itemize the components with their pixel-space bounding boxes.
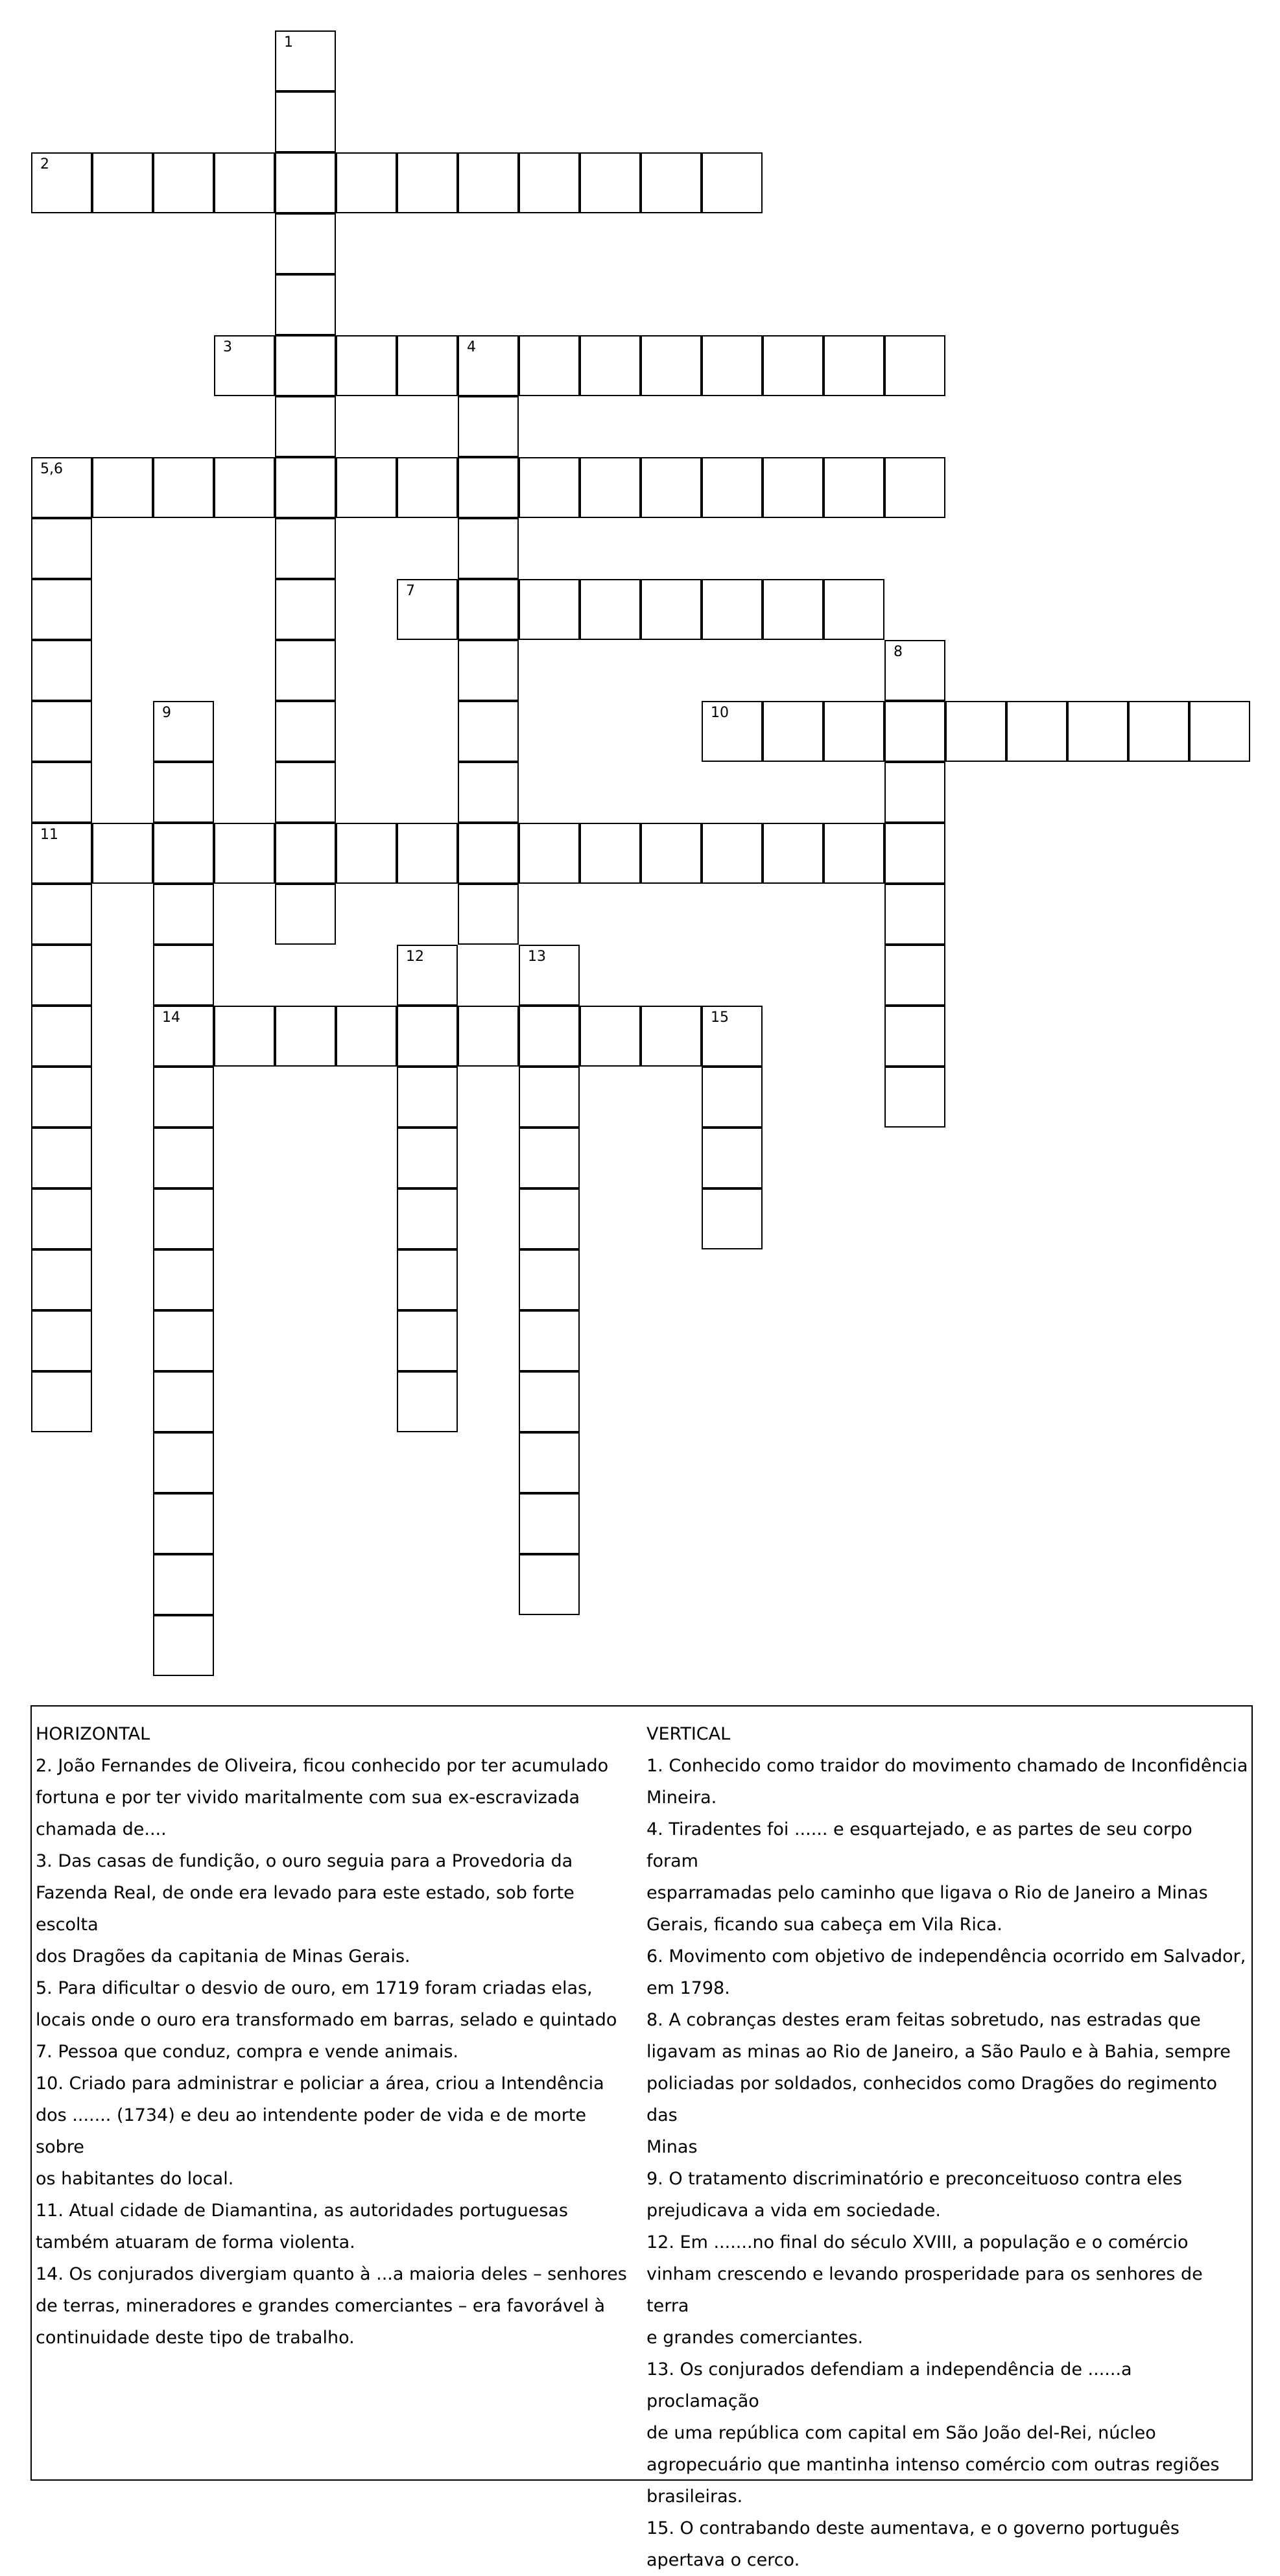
crossword-cell[interactable] [153, 1128, 214, 1188]
crossword-cell[interactable] [275, 152, 336, 213]
crossword-cell[interactable] [153, 1006, 214, 1067]
crossword-cell[interactable] [275, 274, 336, 335]
horizontal-clue-line: os habitantes do local. [36, 2169, 234, 2189]
crossword-cell[interactable] [519, 1432, 580, 1493]
crossword-cell[interactable] [397, 457, 458, 518]
crossword-cell[interactable] [884, 640, 945, 701]
clue-number: 9 [162, 705, 171, 721]
vertical-clue-line: Minas [646, 2137, 698, 2157]
horizontal-clue-line: dos Dragões da capitania de Minas Gerais. [36, 1946, 410, 1967]
crossword-cell[interactable] [31, 1128, 92, 1188]
crossword-cell[interactable] [214, 457, 275, 518]
horizontal-title: HORIZONTAL [36, 1724, 150, 1744]
crossword-cell[interactable] [397, 1249, 458, 1310]
crossword-cell[interactable] [153, 457, 214, 518]
crossword-cell[interactable] [519, 1128, 580, 1188]
vertical-clue-line: prejudicava a vida em sociedade. [646, 2201, 941, 2221]
crossword-cell[interactable] [884, 884, 945, 945]
crossword-cell[interactable] [1067, 701, 1128, 762]
crossword-cell[interactable] [824, 701, 884, 762]
crossword-cell[interactable] [458, 823, 519, 884]
crossword-cell[interactable] [824, 823, 884, 884]
crossword-cell[interactable] [641, 335, 702, 396]
crossword-cell[interactable] [458, 579, 519, 640]
crossword-cell[interactable] [397, 1310, 458, 1371]
crossword-cell[interactable] [275, 213, 336, 274]
crossword-cell[interactable] [31, 640, 92, 701]
clue-number: 15 [711, 1010, 729, 1026]
vertical-clue-line: Mineira. [646, 1788, 717, 1808]
crossword-cell[interactable] [31, 1310, 92, 1371]
crossword-cell[interactable] [275, 396, 336, 457]
crossword-cell[interactable] [519, 1188, 580, 1249]
crossword-cell[interactable] [702, 457, 763, 518]
crossword-cell[interactable] [397, 152, 458, 213]
crossword-cell[interactable] [519, 1006, 580, 1067]
crossword-cell[interactable] [519, 1249, 580, 1310]
vertical-clue-line: esparramadas pelo caminho que ligava o Rio de Janeiro a Minas [646, 1883, 1208, 1903]
crossword-cell[interactable] [31, 945, 92, 1006]
crossword-cell[interactable] [519, 945, 580, 1006]
clue-number: 14 [162, 1010, 180, 1026]
horizontal-clue-line: chamada de.... [36, 1819, 167, 1839]
vertical-clue-line: Gerais, ficando sua cabeça em Vila Rica. [646, 1915, 1002, 1935]
crossword-cell[interactable] [275, 457, 336, 518]
vertical-clue-line: de uma república com capital em São João del-Rei, núcleo [646, 2423, 1156, 2443]
vertical-clues [646, 1718, 1250, 2576]
crossword-cell[interactable] [702, 823, 763, 884]
clue-number: 1 [284, 34, 293, 51]
crossword-cell[interactable] [153, 1310, 214, 1371]
crossword-cell[interactable] [336, 1006, 397, 1067]
crossword-cell[interactable] [884, 1006, 945, 1067]
crossword-cell[interactable] [763, 579, 824, 640]
crossword-cell[interactable] [214, 152, 275, 213]
crossword-cell[interactable] [458, 518, 519, 579]
crossword-cell[interactable] [458, 152, 519, 213]
vertical-clue-line: e grandes comerciantes. [646, 2328, 864, 2348]
crossword-cell[interactable] [31, 457, 92, 518]
crossword-cell[interactable] [275, 30, 336, 91]
crossword-cell[interactable] [397, 1128, 458, 1188]
crossword-cell[interactable] [31, 762, 92, 823]
horizontal-clue-line: de terras, mineradores e grandes comerciantes – era favorável à [36, 2296, 606, 2316]
crossword-cell[interactable] [884, 945, 945, 1006]
crossword-cell[interactable] [519, 1310, 580, 1371]
crossword-cell[interactable] [275, 823, 336, 884]
crossword-cell[interactable] [153, 701, 214, 762]
horizontal-clue-line: 3. Das casas de fundição, o ouro seguia para a Provedoria da [36, 1851, 573, 1871]
crossword-cell[interactable] [92, 152, 153, 213]
crossword-cell[interactable] [397, 1067, 458, 1128]
crossword-cell[interactable] [397, 823, 458, 884]
crossword-cell[interactable] [397, 945, 458, 1006]
crossword-cell[interactable] [702, 1188, 763, 1249]
crossword-cell[interactable] [702, 1006, 763, 1067]
crossword-cell[interactable] [31, 1006, 92, 1067]
clues-box [30, 1705, 1253, 2570]
crossword-cell[interactable] [31, 884, 92, 945]
crossword-cell[interactable] [31, 823, 92, 884]
crossword-cell[interactable] [214, 1006, 275, 1067]
crossword-cell[interactable] [884, 457, 945, 518]
crossword-cell[interactable] [580, 152, 641, 213]
vertical-clue-line: 6. Movimento com objetivo de independência ocorrido em Salvador, [646, 1946, 1246, 1967]
crossword-cell[interactable] [702, 1067, 763, 1128]
clue-number: 5,6 [40, 461, 63, 477]
crossword-cell[interactable] [397, 335, 458, 396]
vertical-clue-line: 4. Tiradentes foi ...... e esquartejado, e as partes de seu corpo foram [646, 1819, 1192, 1871]
crossword-cell[interactable] [275, 91, 336, 152]
horizontal-clue-line: 2. João Fernandes de Oliveira, ficou conhecido por ter acumulado [36, 1756, 609, 1776]
crossword-cell[interactable] [884, 762, 945, 823]
vertical-clue-line: 15. O contrabando deste aumentava, e o governo português [646, 2518, 1179, 2538]
horizontal-clue-line: 14. Os conjurados divergiam quanto à ...a maioria deles – senhores [36, 2264, 627, 2284]
vertical-clue-line: 9. O tratamento discriminatório e preconceituoso contra eles [646, 2169, 1183, 2189]
vertical-clue-line: 8. A cobranças destes eram feitas sobretudo, nas estradas que [646, 2010, 1201, 2030]
crossword-cell[interactable] [884, 1067, 945, 1128]
horizontal-clue-line: 7. Pessoa que conduz, compra e vende animais. [36, 2042, 458, 2062]
horizontal-clue-line: 5. Para dificultar o desvio de ouro, em 1719 foram criadas elas, [36, 1978, 593, 1998]
vertical-clue-line: ligavam as minas ao Rio de Janeiro, a São Paulo e à Bahia, sempre [646, 2042, 1231, 2062]
crossword-cell[interactable] [519, 1371, 580, 1432]
crossword-cell[interactable] [153, 1371, 214, 1432]
crossword-cell[interactable] [153, 1249, 214, 1310]
crossword-cell[interactable] [153, 152, 214, 213]
crossword-cell[interactable] [702, 152, 763, 213]
horizontal-clue-line: locais onde o ouro era transformado em barras, selado e quintado [36, 2010, 617, 2030]
crossword-cell[interactable] [519, 1554, 580, 1615]
crossword-cell[interactable] [153, 762, 214, 823]
crossword-cell[interactable] [31, 1371, 92, 1432]
crossword-cell[interactable] [458, 335, 519, 396]
crossword-cell[interactable] [458, 640, 519, 701]
clue-number: 3 [223, 339, 232, 355]
crossword-cell[interactable] [153, 1554, 214, 1615]
crossword-cell[interactable] [153, 823, 214, 884]
clue-number: 10 [711, 705, 729, 721]
crossword-cell[interactable] [31, 1067, 92, 1128]
crossword-cell[interactable] [336, 457, 397, 518]
horizontal-clues [36, 1718, 639, 2354]
crossword-cell[interactable] [31, 1249, 92, 1310]
horizontal-clue-line: 10. Criado para administrar e policiar a área, criou a Intendência [36, 2074, 604, 2094]
crossword-cell[interactable] [458, 396, 519, 457]
crossword-cell[interactable] [641, 1006, 702, 1067]
vertical-clue-line: apertava o cerco. [646, 2550, 800, 2570]
crossword-cell[interactable] [153, 884, 214, 945]
vertical-clue-line: agropecuário que mantinha intenso comércio com outras regiões [646, 2455, 1220, 2475]
crossword-cell[interactable] [884, 335, 945, 396]
crossword-cell[interactable] [153, 945, 214, 1006]
crossword-cell[interactable] [458, 701, 519, 762]
crossword-cell[interactable] [275, 518, 336, 579]
crossword-cell[interactable] [519, 1067, 580, 1128]
horizontal-clue-line: também atuaram de forma violenta. [36, 2232, 355, 2252]
crossword-cell[interactable] [153, 1067, 214, 1128]
crossword-cell[interactable] [763, 823, 824, 884]
crossword-cell[interactable] [153, 1493, 214, 1554]
crossword-cell[interactable] [824, 335, 884, 396]
crossword-cell[interactable] [519, 579, 580, 640]
crossword-cell[interactable] [702, 701, 763, 762]
vertical-clue-line: brasileiras. [646, 2487, 743, 2507]
vertical-title: VERTICAL [646, 1724, 731, 1744]
crossword-cell[interactable] [31, 152, 92, 213]
crossword-cell[interactable] [580, 335, 641, 396]
horizontal-clue-line: Fazenda Real, de onde era levado para este estado, sob forte escolta [36, 1883, 575, 1935]
crossword-cell[interactable] [824, 579, 884, 640]
crossword-cell[interactable] [824, 457, 884, 518]
clue-number: 4 [467, 339, 476, 355]
horizontal-clue-line: continuidade deste tipo de trabalho. [36, 2328, 355, 2348]
crossword-cell[interactable] [336, 823, 397, 884]
crossword-cell[interactable] [1189, 701, 1250, 762]
crossword-cell[interactable] [702, 579, 763, 640]
crossword-cell[interactable] [275, 335, 336, 396]
crossword-cell[interactable] [336, 335, 397, 396]
crossword-cell[interactable] [580, 579, 641, 640]
horizontal-clue-line: 11. Atual cidade de Diamantina, as autoridades portuguesas [36, 2201, 568, 2221]
clue-number: 13 [528, 949, 546, 965]
crossword-cell[interactable] [214, 823, 275, 884]
crossword-cell[interactable] [458, 884, 519, 945]
crossword-cell[interactable] [153, 1188, 214, 1249]
crossword-cell[interactable] [702, 1128, 763, 1188]
crossword-cell[interactable] [31, 518, 92, 579]
crossword-cell[interactable] [31, 579, 92, 640]
crossword-cell[interactable] [458, 1006, 519, 1067]
vertical-clue-line: 13. Os conjurados defendiam a independência de ......a proclamação [646, 2359, 1132, 2411]
crossword-cell[interactable] [153, 1615, 214, 1676]
crossword-cell[interactable] [519, 335, 580, 396]
crossword-cell[interactable] [397, 1006, 458, 1067]
crossword-cell[interactable] [397, 1188, 458, 1249]
crossword-cell[interactable] [275, 701, 336, 762]
clue-number: 7 [406, 583, 415, 599]
crossword-cell[interactable] [92, 457, 153, 518]
crossword-cell[interactable] [397, 579, 458, 640]
crossword-cell[interactable] [275, 640, 336, 701]
crossword-cell[interactable] [458, 457, 519, 518]
crossword-cell[interactable] [580, 1006, 641, 1067]
crossword-cell[interactable] [153, 1432, 214, 1493]
crossword-cell[interactable] [702, 335, 763, 396]
vertical-clue-line: 12. Em .......no final do século XVIII, a população e o comércio [646, 2232, 1189, 2252]
crossword-cell[interactable] [763, 335, 824, 396]
crossword-cell[interactable] [275, 762, 336, 823]
horizontal-clue-line: dos ....... (1734) e deu ao intendente poder de vida e de morte sobre [36, 2105, 586, 2157]
crossword-cell[interactable] [580, 457, 641, 518]
vertical-clue-line: em 1798. [646, 1978, 730, 1998]
vertical-clue-line: policiadas por soldados, conhecidos como Dragões do regimento das [646, 2074, 1217, 2125]
vertical-clue-line: vinham crescendo e levando prosperidade para os senhores de terra [646, 2264, 1203, 2316]
crossword-cell[interactable] [641, 152, 702, 213]
clue-number: 11 [40, 827, 58, 843]
clue-number: 12 [406, 949, 424, 965]
crossword-cell[interactable] [458, 762, 519, 823]
crossword-cell[interactable] [214, 335, 275, 396]
crossword-cell[interactable] [275, 579, 336, 640]
crossword-cell[interactable] [884, 701, 945, 762]
crossword-cell[interactable] [763, 701, 824, 762]
crossword-cell[interactable] [519, 1493, 580, 1554]
crossword-cell[interactable] [275, 884, 336, 945]
clue-number: 2 [40, 156, 49, 172]
crossword-cell[interactable] [275, 1006, 336, 1067]
vertical-clue-line: 1. Conhecido como traidor do movimento chamado de Inconfidência [646, 1756, 1248, 1776]
crossword-cell[interactable] [397, 1371, 458, 1432]
crossword-cell[interactable] [519, 823, 580, 884]
horizontal-clue-line: fortuna e por ter vivido maritalmente com sua ex-escravizada [36, 1788, 580, 1808]
crossword-cell[interactable] [884, 823, 945, 884]
crossword-cell[interactable] [580, 823, 641, 884]
crossword-cell[interactable] [763, 457, 824, 518]
crossword-cell[interactable] [1128, 701, 1189, 762]
crossword-cell[interactable] [336, 152, 397, 213]
crossword-cell[interactable] [519, 152, 580, 213]
crossword-cell[interactable] [945, 701, 1006, 762]
crossword-cell[interactable] [92, 823, 153, 884]
crossword-cell[interactable] [641, 823, 702, 884]
crossword-cell[interactable] [519, 457, 580, 518]
crossword-cell[interactable] [641, 579, 702, 640]
crossword-cell[interactable] [31, 1188, 92, 1249]
crossword-cell[interactable] [1006, 701, 1067, 762]
crossword-cell[interactable] [31, 701, 92, 762]
clue-number: 8 [894, 644, 903, 660]
crossword-cell[interactable] [641, 457, 702, 518]
